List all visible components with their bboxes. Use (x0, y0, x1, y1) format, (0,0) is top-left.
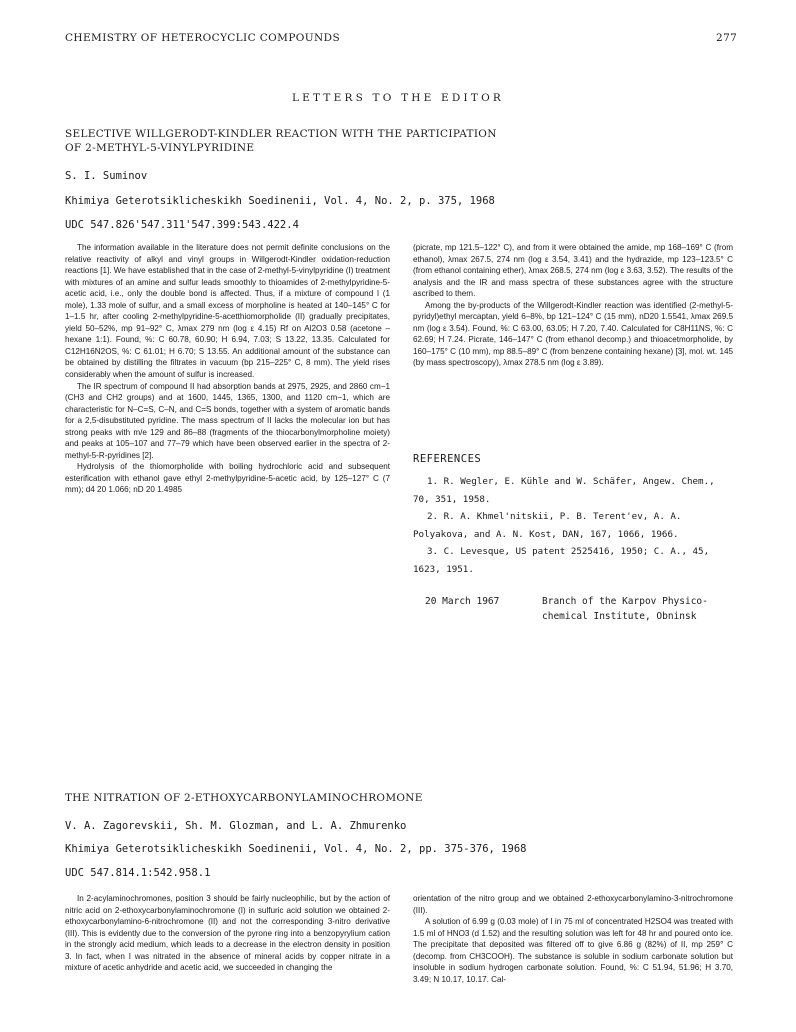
article2-title: THE NITRATION OF 2-ETHOXYCARBONYLAMINOCHROMONE (65, 792, 423, 804)
article1-title-line2: OF 2-METHYL-5-VINYLPYRIDINE (65, 142, 255, 154)
article1-udc: UDC 547.826'547.311'547.399:543.422.4 (65, 219, 299, 231)
references-heading: REFERENCES (413, 453, 482, 465)
article1-left-column (65, 242, 390, 496)
article1-paragraph-4: (picrate, mp 121.5–122° C), and from it were obtained the amide, mp 168–169° C (from ethanol), λmax 267.5, 274 nm (log ε 3.54, 3.41) and the hydrazide, mp 123–123.5° C (from ethanol containing ether), λmax 268.5, 274 nm (log ε 3.63, 3.52). The results of the analysis and the IR and mass spectra of these substances agree with the structure ascribed to them. (413, 243, 733, 299)
section-title: LETTERS TO THE EDITOR (291, 92, 504, 104)
reference-item: 3. C. Levesque, US patent 2525416, 1950; C. A., 45, 1623, 1951. (413, 546, 710, 575)
article2-udc: UDC 547.814.1:542.958.1 (65, 867, 211, 879)
article2-source: Khimiya Geterotsiklicheskikh Soedinenii, Vol. 4, No. 2, pp. 375-376, 1968 (65, 843, 527, 855)
affiliation-line2: chemical Institute, Obninsk (542, 611, 697, 622)
received-date: 20 March 1967 (425, 596, 500, 607)
reference-item: 1. R. Wegler, E. Kühle and W. Schäfer, Angew. Chem., 70, 351, 1958. (413, 476, 715, 505)
article1-paragraph-2: The IR spectrum of compound II had absorption bands at 2975, 2925, and 2860 cm−1 (CH3 and CH2 groups) and at 1600, 1445, 1365, 1300, and 1120 cm−1, which are characteristic for N–C=S, C–N, and C=S bonds, together with a system of aromatic bands for a 2,5-disubstituted pyridine. The mass spectrum of II lacks the molecular ion but has strong peaks with m/e 129 and 86–88 (fragments of the thiocarbonylmorpholine moiety) and peaks at 105–107 and 77–79 which have been observed earlier in the spectra of 2-methyl-5-R-pyridines [2]. (65, 381, 390, 460)
journal-header: CHEMISTRY OF HETEROCYCLIC COMPOUNDS (65, 32, 341, 44)
article2-paragraph-3: A solution of 6.99 g (0.03 mole) of I in 75 ml of concentrated H2SO4 was treated with 1.5 ml of HNO3 (d 1.52) and the resulting solution was left for 48 hr and poured onto ice. The precipitate that deposited was filtered off to give 6.86 g (82%) of II, mp 259° C (decomp. from CH3COOH). The substance is soluble in sodium carbonate solution but insoluble in sodium hydrogen carbonate solution. Found, %: C 51.94, 51.96; H 3.70, 3.49; N 10.17, 10.17. Cal- (413, 917, 733, 984)
article2-right-column (413, 893, 733, 985)
references-list (413, 473, 735, 578)
page-number: 277 (716, 32, 738, 44)
article1-paragraph-1: The information available in the literature does not permit definite conclusions on the relative reactivity of alkyl and vinyl groups in Willgerodt-Kindler oxidation-reduction reactions [1]. We have established that in the case of 2-methyl-5-vinylpyridine (I) treatment with mixtures of an amine and sulfur leads smoothly to thioamides of 2-methylpyridine-5-acetic acid, i.e., only the double bond is affected. Thus, if a mixture of compound I (1 mole), 1.33 mole of sulfur, and a small excess of morpholine is heated at 140–145° C for 1–1.5 hr, after cooling 2-methylpyridine-5-acetthiomorpholide (II) gradually precipitates, yield 50–52%, mp 91–92° C, λmax 279 nm (log ε 4.15) Rf on Al2O3 0.58 (acetone – hexane 1:1). Found, %: C 60.78, 60.90; H 6.94, 7.03; S 13.22, 13.35. Calculated for C12H16N2OS, %: C 61.01; H 6.70; S 13.55. An additional amount of the substance can be obtained by distilling the filtrates in vacuum (bp 215–225° C, 8 mm). The yield rises considerably when the amount of sulfur is increased. (65, 243, 391, 380)
affiliation-line1: Branch of the Karpov Physico- (542, 596, 708, 607)
reference-item: 2. R. A. Khmel'nitskii, P. B. Terent'ev, A. A. Polyakova, and A. N. Kost, DAN, 167, 1066, 1966. (413, 511, 682, 540)
article1-source: Khimiya Geterotsiklicheskikh Soedinenii, Vol. 4, No. 2, p. 375, 1968 (65, 195, 495, 207)
article1-paragraph-5: Among the by-products of the Willgerodt-Kindler reaction was identified (2-methyl-5-pyridyl)ethyl mercaptan, yield 6–8%, bp 121–124° C (15 mm), nD20 1.5541, λmax 269.5 nm (log ε 3.54). Found, %: C 63.00, 63.05; H 7.20, 7.40. Calculated for C8H11NS, %: C 62.69; H 7.24. Picrate, 146–147° C (from ethanol decomp.) and thioacetmorpholide, by 160–175° C (10 mm), mp 88.5–89° C (from benzene containing hexane) [3], mol. wt. 145 (by mass spectroscopy), λmax 278.5 nm (log ε 3.89). (413, 300, 733, 368)
article1-author: S. I. Suminov (65, 170, 148, 182)
article2-authors: V. A. Zagorevskii, Sh. M. Glozman, and L. A. Zhmurenko (65, 820, 407, 832)
article2-left-column (65, 893, 390, 974)
article1-title-line1: SELECTIVE WILLGERODT-KINDLER REACTION WITH THE PARTICIPATION (65, 128, 497, 140)
article1-right-column (413, 242, 733, 369)
article2-paragraph-2: orientation of the nitro group and we obtained 2-ethoxycarbonylamino-3-nitrochromone (III). (413, 894, 733, 915)
article2-paragraph-1: In 2-acylaminochromones, position 3 should be fairly nucleophilic, but by the action of nitric acid on 2-ethoxycarbonylaminochromone (I) in sulfuric acid solution we obtained 2-ethoxycarbonylamino-6-nitrochromone (II) and not the corresponding 3-nitro derivative (III). This is evidently due to the conversion of the pyrone ring into a benzopyrylium cation in the strongly acid medium, which leads to a decrease in the electron density in position 3. In fact, when I was nitrated in the absence of mineral acids by copper nitrate in a mixture of acetic anhydride and acetic acid, we succeeded in changing the (65, 894, 390, 973)
article1-paragraph-3: Hydrolysis of the thiomorpholide with boiling hydrochloric acid and subsequent esterification with ethanol gave ethyl 2-methylpyridine-5-acetic acid, by 125–127° C (7 mm); d4 20 1.066; nD 20 1.4985 (65, 462, 390, 495)
